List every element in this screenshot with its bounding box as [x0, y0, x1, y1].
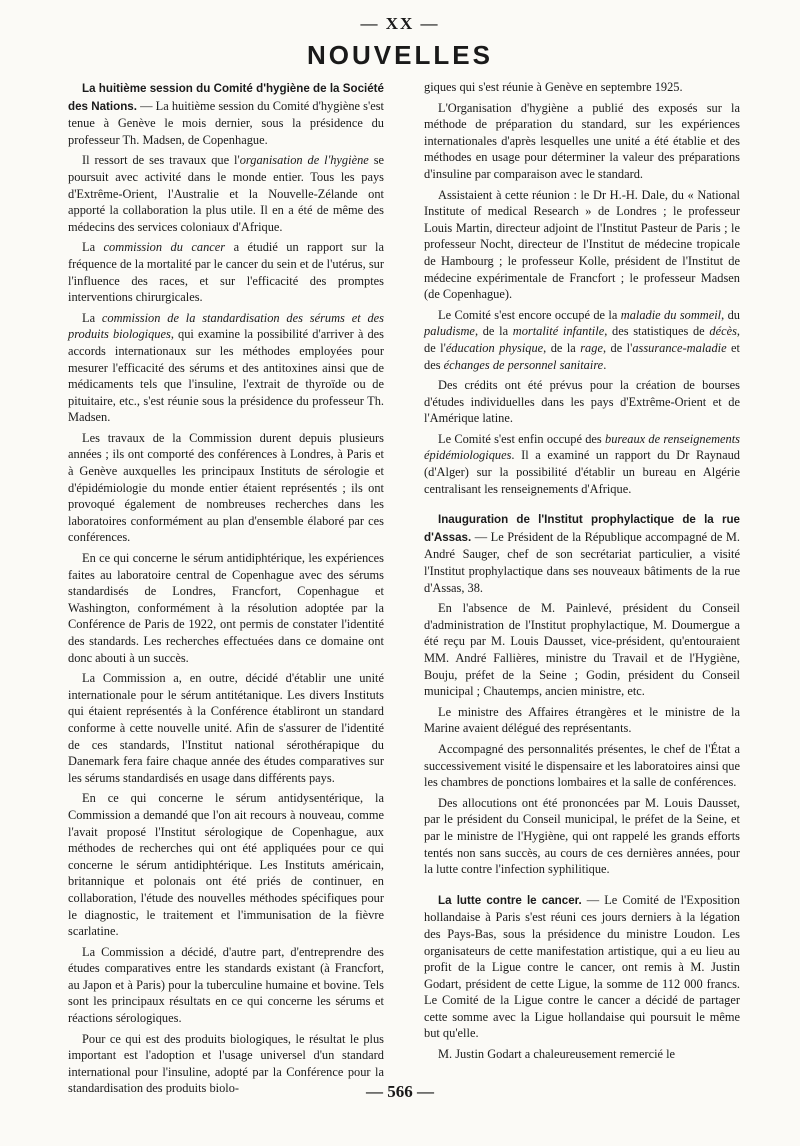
emphasis-text: bureaux de renseignements épidémiologiques — [424, 431, 740, 463]
text-run: La — [82, 240, 104, 255]
emphasis-text: paludisme — [424, 324, 475, 339]
paragraph — [68, 310, 384, 426]
paragraph — [424, 431, 740, 497]
right-column — [424, 79, 740, 1067]
left-column — [68, 80, 384, 1101]
page-number: — 566 — — [366, 1082, 434, 1101]
article-lutte-cancer — [424, 892, 740, 1042]
paragraph: La Commission a, en outre, décidé d'établir une unité internationale pour le sérum antitétanique. Les divers Instituts qui étaient représentés à la Conférence établiront un standard conforme à cette nouvelle unité. Afin de s'assurer de l'identité de ces standards, l'Institut national sérothérapique du Danemark fera faire chaque année des études comparatives sur les sérums standardisés en usage dans différents pays. — [68, 671, 384, 785]
page-header-roman-numeral: — XX — — [360, 14, 440, 33]
emphasis-text: organisation de l'hygiène — [239, 153, 369, 168]
emphasis-text: mortalité infantile — [512, 324, 605, 339]
paragraph: Accompagné des personnalités présentes, le chef de l'État a successivement visité le dispensaire et les laboratoires ainsi que les chambres de ponctions lombaires et la salle de conférences. — [424, 741, 740, 790]
emphasis-text: rage — [580, 340, 603, 355]
text-run: , de la — [543, 340, 581, 355]
text-run: La — [82, 310, 102, 325]
paragraph-text: — Le Comité de l'Exposition hollandaise à Paris s'est réuni ces jours derniers à la légation des Pays-Bas, sous la présidence du ministre Loudon. Les organisateurs de cette manifestation artistique, qui a eu lieu au profit de la Ligue contre le cancer, ont remis à M. Justin Godart, président de cette Ligue, la somme de 112 000 francs. Le Comité de la Ligue contre le cancer a décidé de partager cette somme avec la Ligue hollandaise qui poursuit le même but qu'elle. — [424, 892, 740, 1041]
page-title: NOUVELLES — [307, 40, 493, 70]
paragraph: Pour ce qui est des produits biologiques, le résultat le plus important est l'adoption et l'usage universel d'un standard international pour l'insuline, adopté par la Conférence pour la standardisation des produits biolo- — [68, 1031, 384, 1096]
paragraph: Les travaux de la Commission durent depuis plusieurs années ; ils ont comporté des conférences à Londres, à Paris et à Genève auxquelles les principaux Instituts de sérologie et d'épidémiologie du monde entier étaient représentés ; ils ont provoqué également de nombreuses recherches dans les laboratoires conformément au plan d'ensemble élaboré par ces conférences. — [68, 430, 384, 545]
paragraph-continuation: giques qui s'est réunie à Genève en septembre 1925. — [424, 80, 683, 94]
emphasis-text: décès — [709, 324, 737, 339]
paragraph: En ce qui concerne le sérum antidiphtérique, les expériences faites au laboratoire central de Copenhague avec des sérums standardisés de Londres, Francfort, Copenhague et Washington, conformément à la résolution adoptée par la Conférence de Paris de 1922, ont permis de constater l'identité des standards. Les recherches effectuées dans ce domaine ont donc abouti à un succès. — [68, 551, 384, 665]
paragraph: En ce qui concerne le sérum antidysentérique, la Commission a demandé que l'on ait recours à nouveau, comme l'avait proposé l'Institut sérologique de Copenhague, aux méthodes de recherches qui ont été appliquées pour ce qui concerne le sérum antidiphtérique. Les Instituts américain, britannique et polonais ont été priés de continuer, en collaboration, l'étude des nouvelles méthodes spécifiques pour le diagnostic, le traitement et l'immunisation de la fièvre scarlatine. — [68, 791, 384, 939]
article-heading: Inauguration de l'Institut prophylactique de la rue d'Assas. — [424, 513, 740, 544]
text-run: Il ressort de ses travaux que l' — [82, 153, 240, 168]
paragraph: Des crédits ont été prévus pour la création de bourses d'études individuelles dans les pays d'Extrême-Orient et de l'Amérique latine. — [424, 378, 740, 426]
article-heading: La lutte contre le cancer. — [438, 893, 582, 907]
text-run: . Il a examiné un rapport du Dr Raynaud (d'Alger) sur la possibilité d'établir un bureau en Algérie centralisant les renseignements d'Afrique. — [424, 448, 740, 496]
paragraph — [68, 152, 384, 235]
paragraph-text: — La huitième session du Comité d'hygiène s'est tenue à Genève le mois dernier, sous la présidence du professeur Th. Madsen, de Copenhague. — [68, 98, 384, 147]
article-who-session — [68, 80, 384, 148]
paragraph-text: — Le Président de la République accompagné de M. André Sauger, chef de son secrétariat particulier, a visité l'Institut prophylactique dans ses nouveaux bâtiments de la rue d'Assas, 38. — [424, 529, 740, 595]
paragraph — [424, 307, 740, 373]
text-run: se poursuit avec activité dans le monde entier. Tous les pays d'Extrême-Orient, l'Australie et la Nouvelle-Zélande ont apporté la collaboration la plus utile. Il en a été de même des médecins des services coloniaux d'Afrique. — [68, 153, 385, 234]
emphasis-text: commission de la standardisation des sérums et des produits biologiques — [68, 310, 384, 342]
paragraph: Le ministre des Affaires étrangères et le ministre de la Marine avaient délégué des représentants. — [424, 704, 740, 736]
paragraph: Des allocutions ont été prononcées par M. Louis Dausset, par le président du Conseil municipal, le préfet de la Seine, et par le ministre de l'Hygiène, qui ont rappelé les grands efforts tentés non sans succès, au cours de ces dernières années, pour la lutte contre l'infection syphilitique. — [424, 795, 740, 877]
text-run: a étudié un rapport sur la fréquence de la mortalité par le cancer du sein et de l'utérus, sur l'influence des races, et sur l'efficacité des promptes interventions chirurgicales. — [68, 240, 384, 305]
emphasis-text: assurance-maladie — [632, 340, 727, 355]
article-heading: La huitième session du Comité d'hygiène de la Société des Nations. — [68, 82, 384, 113]
paragraph: M. Justin Godart a chaleureusement remercié le — [438, 1047, 676, 1062]
paragraph — [68, 239, 384, 305]
paragraph: En l'absence de M. Painlevé, président du Conseil d'administration de l'Institut prophylactique, M. Doumergue a été reçu par M. Louis Dausset, vice-président, qu'entouraient MM. André Fallières, ministre du Travail et de l'Hygiène, Bouju, préfet de la Seine ; Godin, président du Conseil municipal ; Chautemps, ancien ministre, etc. — [424, 601, 740, 699]
emphasis-text: maladie du sommeil — [620, 307, 722, 322]
text-run: , du — [721, 307, 740, 322]
text-run: , de l' — [602, 340, 633, 355]
text-run: et des — [424, 340, 740, 372]
text-run: Le Comité s'est encore occupé de la — [438, 307, 621, 322]
paragraph: Assistaient à cette réunion : le Dr H.-H. Dale, du « National Institute of medical Research » de Londres ; le professeur Louis Martin, directeur adjoint de l'Institut Pasteur de Paris ; le professeur Nocht, directeur de l'Institut de médecine tropicale de Hambourg ; le professeur Kolle, président de l'Institut de médecine expérimentale de Francfort ; le professeur Madsen (de Copenhague). — [424, 187, 740, 302]
emphasis-text: échanges de personnel sanitaire — [443, 357, 604, 372]
text-run: . — [603, 357, 607, 372]
paragraph: L'Organisation d'hygiène a publié des exposés sur la méthode de préparation du standard, sur les expériences internationales d'après lesquelles une unité a été établie et des méthodes en usage pour déterminer la valeur des préparations d'insuline par comparaison avec le standard. — [424, 100, 740, 181]
text-run: , de l' — [424, 324, 741, 355]
emphasis-text: commission du cancer — [103, 240, 226, 255]
text-run: , qui examine la possibilité d'arriver à des accords internationaux sur les méthodes employées pour mesurer l'efficacité des sérums et des antitoxines ainsi que de médicaments tels que l'insuline, l'extrait de thyroïde ou de pituitaire, etc., s'est réunie sous la présidence du professeur Th. Madsen. — [68, 327, 384, 425]
paragraph: La Commission a décidé, d'autre part, d'entreprendre des études comparatives entre les standards existant (à Francfort, au Japon et à Paris) pour la tuberculine humaine et bovine. Tels sont les principaux résultats en ce qui concerne les sérums et réactions sérologiques. — [68, 944, 384, 1026]
text-run: Le Comité s'est enfin occupé des — [438, 431, 606, 446]
article-institut-prophylactique — [424, 511, 740, 596]
text-run: , des statistiques de — [604, 324, 710, 339]
text-run: , de la — [474, 324, 513, 339]
emphasis-text: éducation physique — [445, 340, 544, 355]
